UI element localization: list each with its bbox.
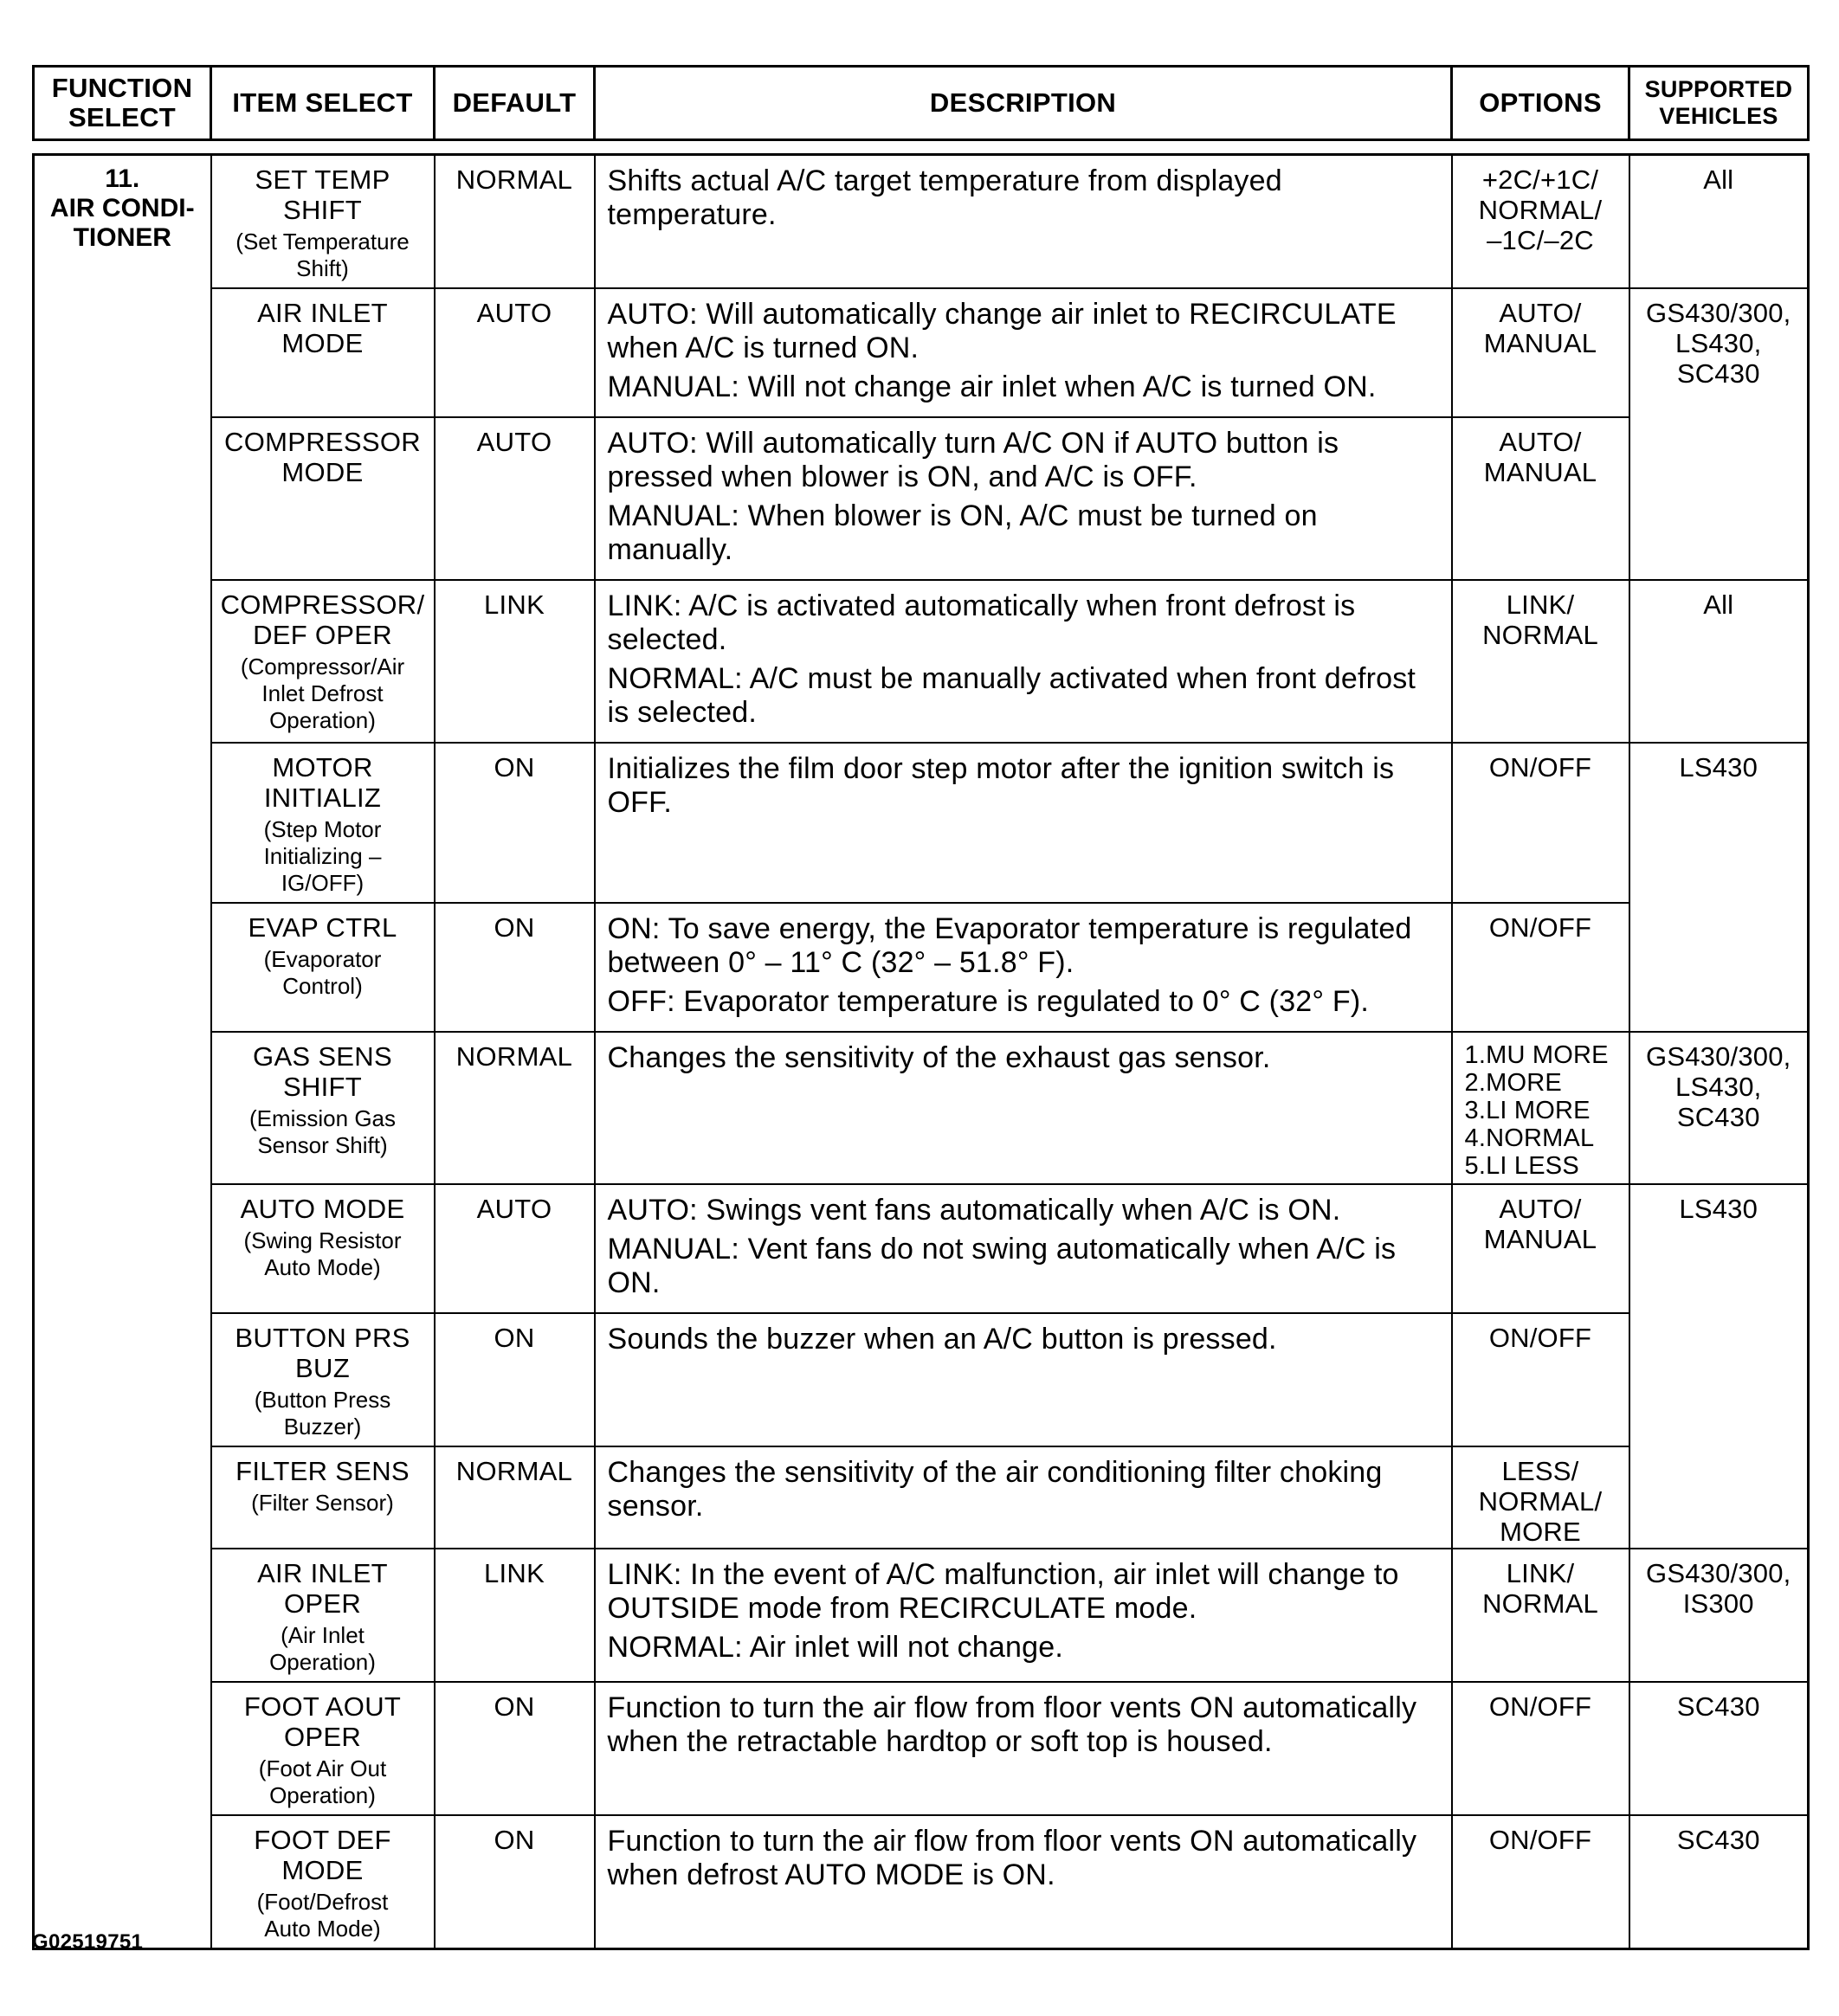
item-subtitle: (Swing Resistor (243, 1227, 402, 1253)
description-cell (595, 1815, 1452, 1949)
item-select-cell (211, 417, 435, 580)
default-cell: AUTO (435, 288, 595, 417)
item-name: MODE (281, 328, 364, 358)
table-row (34, 580, 1809, 743)
item-name: OPER (283, 1722, 362, 1752)
description-text: Changes the sensitivity of the air conditioning filter choking sensor. (607, 1456, 1383, 1523)
item-subtitle: (Filter Sensor) (251, 1490, 394, 1516)
item-name: SET TEMP (255, 164, 390, 195)
description-text: LINK: In the event of A/C malfunction, air inlet will change to OUTSIDE mode from RECIRCULATE mode. (607, 1558, 1399, 1625)
item-name: COMPRESSOR (224, 427, 421, 457)
table-row (34, 1032, 1809, 1184)
description-text: NORMAL: A/C must be manually activated when front defrost is selected. (607, 662, 1416, 729)
item-name: EVAP CTRL (248, 912, 397, 943)
description-cell (595, 743, 1452, 903)
function-select-cell (34, 155, 211, 1949)
header-supported-vehicles: SUPPORTED VEHICLES (1629, 67, 1809, 140)
options-cell (1452, 1184, 1629, 1313)
option-value: +2C/+1C/ (1481, 164, 1599, 195)
item-select-cell (211, 1184, 435, 1313)
supported-vehicles-cell (1629, 1032, 1809, 1184)
option-value: MANUAL (1483, 1224, 1597, 1254)
vehicle-name: All (1703, 589, 1734, 620)
description-text: ON: To save energy, the Evaporator temperature is regulated between 0° – 11° C (32° – 51.8° F). (607, 912, 1412, 979)
item-name: FOOT AOUT (243, 1691, 402, 1722)
table-row (34, 1184, 1809, 1313)
header-row (34, 67, 1809, 140)
vehicle-name: All (1703, 164, 1734, 195)
options-cell (1452, 1682, 1629, 1815)
description-text: Function to turn the air flow from floor vents ON automatically when the retractable hardtop or soft top is housed. (607, 1691, 1417, 1758)
item-select-cell (211, 1032, 435, 1184)
options-cell (1452, 743, 1629, 903)
vehicle-name: SC430 (1676, 1825, 1760, 1855)
item-select-cell (211, 1446, 435, 1549)
supported-vehicles-cell (1629, 743, 1809, 1032)
item-subtitle: (Foot/Defrost (256, 1889, 389, 1915)
item-name: MODE (281, 457, 364, 487)
item-name: OPER (283, 1588, 362, 1619)
table-row (34, 417, 1809, 580)
option-value: NORMAL (1482, 620, 1598, 650)
option-value: –1C/–2C (1487, 225, 1594, 255)
option-value: 1.MU MORE (1464, 1041, 1609, 1069)
description-cell (595, 1549, 1452, 1682)
options-cell (1452, 1313, 1629, 1446)
default-cell: LINK (435, 1549, 595, 1682)
item-name: GAS SENS (253, 1041, 392, 1072)
supported-vehicles-cell (1629, 1682, 1809, 1815)
default-cell: NORMAL (435, 155, 595, 289)
option-value: ON/OFF (1488, 1691, 1592, 1722)
option-value: AUTO/ (1499, 427, 1582, 457)
table-row (34, 1313, 1809, 1446)
header-default: DEFAULT (435, 67, 595, 140)
table-row (34, 1815, 1809, 1949)
description-text: AUTO: Swings vent fans automatically when A/C is ON. (607, 1194, 1341, 1227)
item-subtitle: (Button Press (254, 1387, 391, 1413)
option-value: 5.LI LESS (1464, 1152, 1579, 1180)
function-label: TIONER (73, 223, 171, 252)
option-value: NORMAL (1482, 1588, 1598, 1619)
item-name: MODE (281, 1855, 364, 1885)
item-select-cell (211, 743, 435, 903)
description-cell (595, 1682, 1452, 1815)
options-cell (1452, 417, 1629, 580)
default-cell: ON (435, 1815, 595, 1949)
description-text: MANUAL: Vent fans do not swing automatically when A/C is ON. (607, 1233, 1397, 1299)
vehicle-name: SC430 (1676, 1102, 1760, 1132)
description-cell (595, 903, 1452, 1032)
options-cell (1452, 288, 1629, 417)
item-select-cell (211, 903, 435, 1032)
description-text: AUTO: Will automatically turn A/C ON if AUTO button is pressed when blower is ON, and A/C is OFF. (607, 427, 1339, 493)
item-name: AIR INLET (257, 298, 388, 328)
option-value: 3.LI MORE (1464, 1097, 1591, 1124)
header-function-select: FUNCTION SELECT (34, 67, 211, 140)
vehicle-name: LS430 (1679, 752, 1758, 783)
option-value: LINK/ (1506, 589, 1575, 620)
option-value: MANUAL (1483, 457, 1597, 487)
item-name: FILTER SENS (236, 1456, 410, 1486)
item-subtitle: (Compressor/Air (240, 654, 405, 680)
table-row (34, 288, 1809, 417)
option-value: LINK/ (1506, 1558, 1575, 1588)
supported-vehicles-cell (1629, 1815, 1809, 1949)
function-label: 11. (105, 164, 140, 193)
item-subtitle: Operation) (269, 707, 376, 733)
default-cell: NORMAL (435, 1032, 595, 1184)
description-text: Changes the sensitivity of the exhaust gas sensor. (607, 1041, 1271, 1074)
description-cell (595, 1184, 1452, 1313)
description-cell (595, 1446, 1452, 1549)
vehicle-name: SC430 (1676, 358, 1760, 389)
supported-vehicles-cell (1629, 1184, 1809, 1549)
option-value: 2.MORE (1464, 1069, 1562, 1097)
vehicle-name: GS430/300, (1646, 1558, 1791, 1588)
options-cell (1452, 1032, 1629, 1184)
default-cell: ON (435, 743, 595, 903)
vehicle-name: GS430/300, (1646, 298, 1791, 328)
item-name: BUTTON PRS (235, 1323, 410, 1353)
vehicle-name: LS430 (1679, 1194, 1758, 1224)
body-table (32, 153, 1810, 1950)
vehicle-name: LS430, (1675, 1072, 1762, 1102)
options-cell (1452, 903, 1629, 1032)
description-text: NORMAL: Air inlet will not change. (607, 1631, 1063, 1664)
item-name: INITIALIZ (263, 783, 382, 813)
description-cell (595, 1313, 1452, 1446)
item-subtitle: Initializing – (263, 843, 382, 869)
option-value: NORMAL/ (1478, 1486, 1603, 1517)
option-value: ON/OFF (1488, 752, 1592, 783)
header-description: DESCRIPTION (595, 67, 1452, 140)
table-row (34, 903, 1809, 1032)
option-value: MORE (1500, 1517, 1581, 1547)
table-row (34, 743, 1809, 903)
item-select-cell (211, 288, 435, 417)
default-cell: LINK (435, 580, 595, 743)
description-cell (595, 580, 1452, 743)
description-cell (595, 288, 1452, 417)
item-subtitle: (Evaporator (263, 946, 382, 972)
item-name: AUTO MODE (240, 1194, 405, 1224)
function-label: AIR CONDI- (49, 194, 195, 222)
description-text: OFF: Evaporator temperature is regulated to 0° C (32° F). (607, 985, 1369, 1018)
description-cell (595, 417, 1452, 580)
figure-code: G02519751 (32, 1930, 144, 1954)
default-cell: ON (435, 1682, 595, 1815)
option-value: ON/OFF (1488, 912, 1592, 943)
description-text: Sounds the buzzer when an A/C button is pressed. (607, 1323, 1277, 1356)
item-name: BUZ (295, 1353, 350, 1383)
description-text: MANUAL: When blower is ON, A/C must be turned on manually. (607, 499, 1318, 566)
supported-vehicles-cell (1629, 288, 1809, 580)
item-subtitle: Inlet Defrost (261, 680, 384, 706)
header-options: OPTIONS (1452, 67, 1629, 140)
table-row (34, 1682, 1809, 1815)
options-cell (1452, 1815, 1629, 1949)
default-cell: AUTO (435, 1184, 595, 1313)
item-name: COMPRESSOR/ (220, 589, 425, 620)
description-text: LINK: A/C is activated automatically when front defrost is selected. (607, 589, 1356, 656)
header-item-select: ITEM SELECT (211, 67, 435, 140)
option-value: AUTO/ (1499, 1194, 1582, 1224)
option-value: AUTO/ (1499, 298, 1582, 328)
supported-vehicles-cell (1629, 580, 1809, 743)
supported-vehicles-cell (1629, 155, 1809, 289)
item-select-cell (211, 1682, 435, 1815)
item-select-cell (211, 580, 435, 743)
item-subtitle: Operation) (269, 1649, 376, 1675)
description-cell (595, 1032, 1452, 1184)
option-value: MANUAL (1483, 328, 1597, 358)
option-value: 4.NORMAL (1464, 1124, 1595, 1152)
description-text: Initializes the film door step motor after the ignition switch is OFF. (607, 752, 1395, 819)
table-body (34, 155, 1809, 1949)
item-subtitle: Buzzer) (283, 1414, 362, 1440)
options-cell (1452, 155, 1629, 289)
option-value: ON/OFF (1488, 1323, 1592, 1353)
item-name: DEF OPER (253, 620, 392, 650)
function-table-sheet (32, 65, 1807, 1950)
supported-vehicles-cell (1629, 1549, 1809, 1682)
vehicle-name: GS430/300, (1646, 1041, 1791, 1072)
option-value: LESS/ (1501, 1456, 1579, 1486)
default-cell: ON (435, 903, 595, 1032)
item-subtitle: Sensor Shift) (257, 1132, 388, 1158)
item-select-cell (211, 1313, 435, 1446)
item-subtitle: Auto Mode) (264, 1916, 381, 1942)
item-subtitle: Operation) (269, 1782, 376, 1808)
option-value: NORMAL/ (1478, 195, 1603, 225)
item-name: SHIFT (282, 195, 363, 225)
item-select-cell (211, 155, 435, 289)
item-subtitle: (Emission Gas (248, 1105, 397, 1131)
item-subtitle: (Set Temperature (236, 229, 410, 254)
item-subtitle: IG/OFF) (281, 870, 365, 896)
item-name: SHIFT (282, 1072, 363, 1102)
item-subtitle: (Step Motor (263, 816, 382, 842)
description-text: Shifts actual A/C target temperature from displayed temperature. (607, 164, 1282, 231)
description-text: AUTO: Will automatically change air inlet to RECIRCULATE when A/C is turned ON. (607, 298, 1397, 364)
options-cell (1452, 580, 1629, 743)
item-subtitle: Control) (282, 973, 363, 999)
table-row (34, 1549, 1809, 1682)
vehicle-name: LS430, (1675, 328, 1762, 358)
item-name: AIR INLET (257, 1558, 388, 1588)
item-subtitle: (Air Inlet (281, 1622, 365, 1648)
default-cell: NORMAL (435, 1446, 595, 1549)
default-cell: ON (435, 1313, 595, 1446)
description-cell (595, 155, 1452, 289)
vehicle-name: SC430 (1676, 1691, 1760, 1722)
option-value: ON/OFF (1488, 1825, 1592, 1855)
default-cell: AUTO (435, 417, 595, 580)
description-text: MANUAL: Will not change air inlet when A/C is turned ON. (607, 370, 1377, 403)
item-name: FOOT DEF (254, 1825, 391, 1855)
item-subtitle: (Foot Air Out (258, 1755, 387, 1781)
description-text: Function to turn the air flow from floor vents ON automatically when defrost AUTO MODE is ON. (607, 1825, 1417, 1891)
item-subtitle: Auto Mode) (264, 1254, 381, 1280)
item-subtitle: Shift) (296, 255, 349, 281)
item-select-cell (211, 1549, 435, 1682)
item-select-cell (211, 1815, 435, 1949)
table-row (34, 155, 1809, 289)
item-name: MOTOR (272, 752, 373, 783)
options-cell (1452, 1549, 1629, 1682)
table-row (34, 1446, 1809, 1549)
options-cell (1452, 1446, 1629, 1549)
vehicle-name: IS300 (1682, 1588, 1754, 1619)
header-table (32, 65, 1810, 141)
